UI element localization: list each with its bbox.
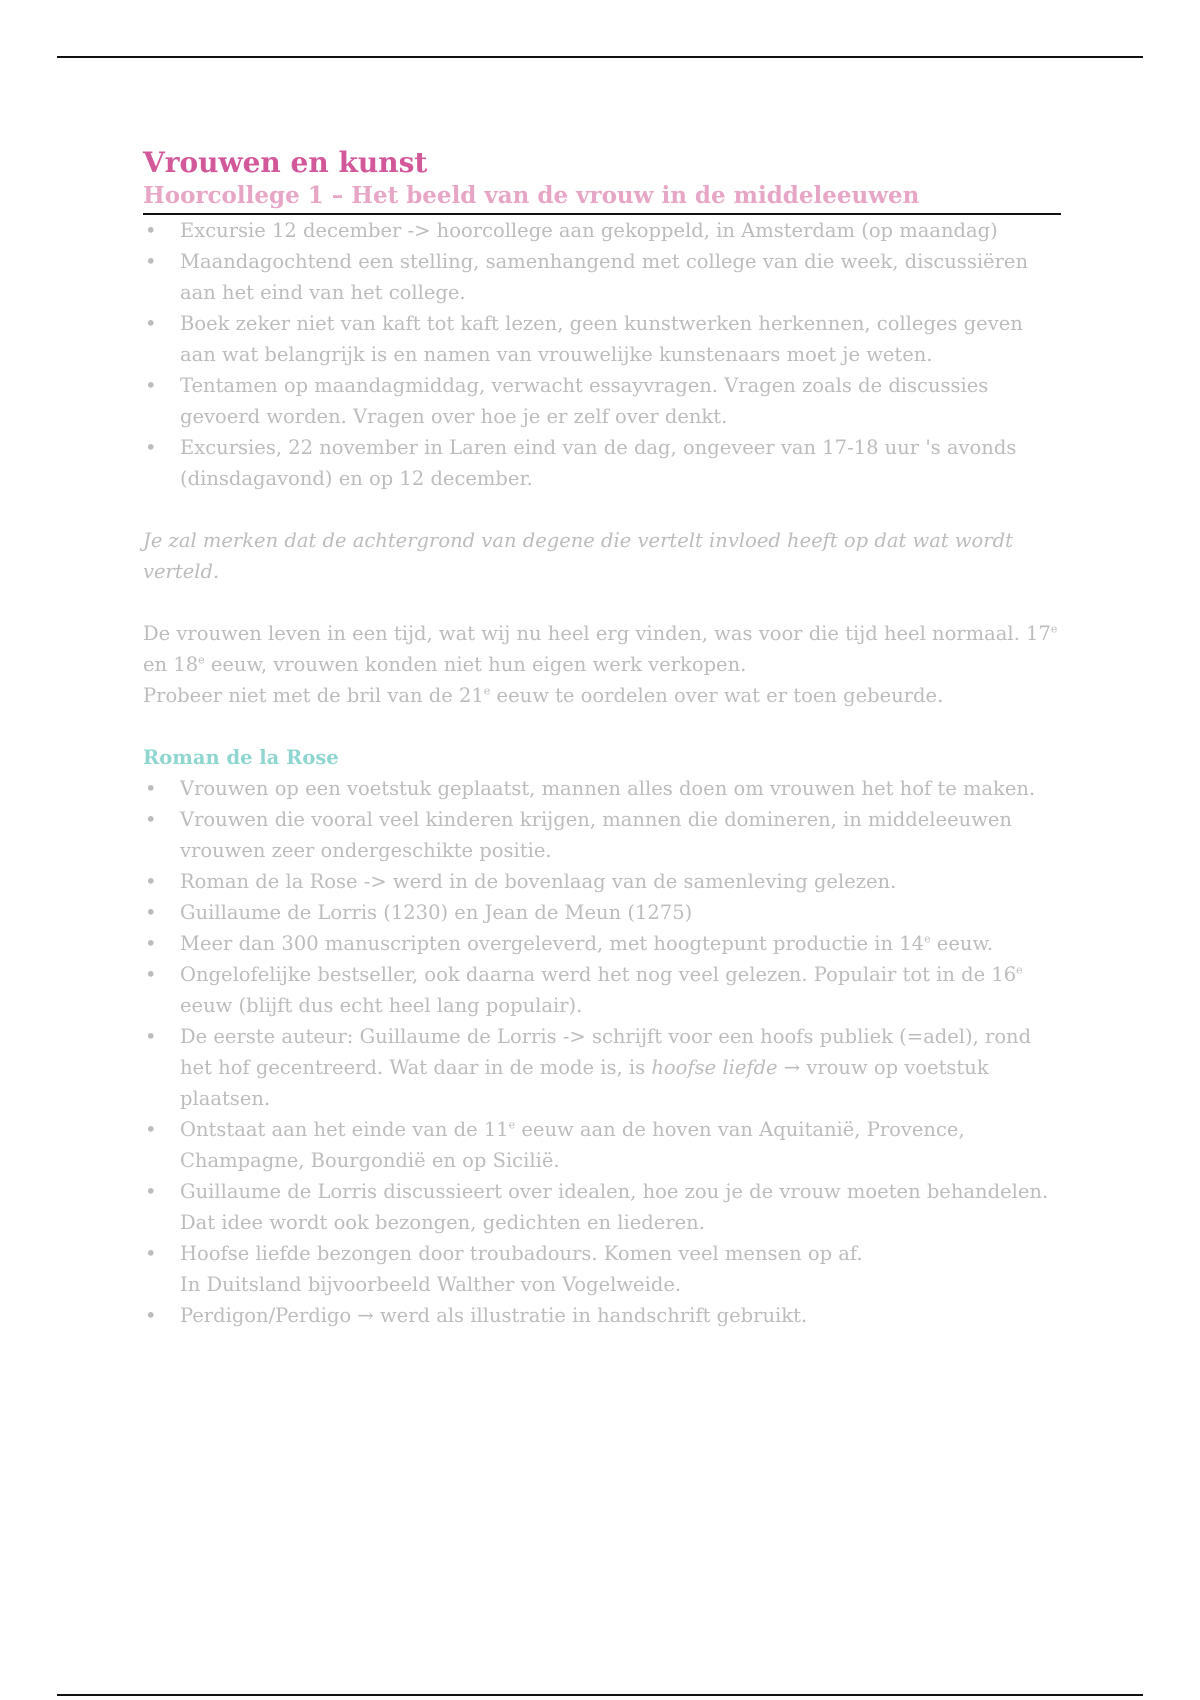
list-item: • Tentamen op maandagmiddag, verwacht essayvragen. Vragen zoals de discussies gevoerd worden. Vragen over hoe je er zelf over denkt. [143,370,1061,432]
list-item: • Boek zeker niet van kaft tot kaft lezen, geen kunstwerken herkennen, colleges geven aan wat belangrijk is en namen van vrouwelijke kunstenaars moet je weten. [143,308,1061,370]
context-paragraph [143,618,1061,711]
list-item: • Roman de la Rose -> werd in de bovenlaag van de samenleving gelezen. [143,866,1061,897]
paragraph-text: eeuw, vrouwen konden niet hun eigen werk verkopen. [204,653,747,676]
list-item: • Perdigon/Perdigo → werd als illustratie in handschrift gebruikt. [143,1300,1061,1331]
list-item-text: Ongelofelijke bestseller, ook daarna werd het nog veel gelezen. Populair tot in de 16 [180,963,1017,986]
paragraph-text: eeuw te oordelen over wat er toen gebeurde. [490,684,944,707]
list-item: • Excursie 12 december -> hoorcollege aan gekoppeld, in Amsterdam (op maandag) [143,215,1061,246]
superscript: e [1016,963,1023,977]
section-bullet-list [143,773,1061,1331]
list-item-text: eeuw aan de hoven van Aquitanië, Provence, Champagne, Bourgondië en op Sicilië. [180,1118,965,1172]
page-header-rule [57,56,1143,58]
list-item: • Maandagochtend een stelling, samenhangend met college van die week, discussiëren aan het eind van het college. [143,246,1061,308]
paragraph-text: De vrouwen leven in een tijd, wat wij nu heel erg vinden, was voor die tijd heel normaal. 17 [143,622,1051,645]
list-item [143,1238,1061,1300]
list-item: • Guillaume de Lorris (1230) en Jean de Meun (1275) [143,897,1061,928]
list-item-text: De eerste auteur: Guillaume de Lorris -> schrijft voor een hoofs publiek (=adel), rond het hof gecentreerd. Wat daar in de mode is, is [180,1025,1032,1079]
list-item-text: Ontstaat aan het einde van de 11 [180,1118,509,1141]
list-item [143,928,1061,959]
list-item: • Vrouwen op een voetstuk geplaatst, mannen alles doen om vrouwen het hof te maken. [143,773,1061,804]
list-item: • Guillaume de Lorris discussieert over idealen, hoe zou je de vrouw moeten behandelen. Dat idee wordt ook bezongen, gedichten en liederen. [143,1176,1061,1238]
paragraph-text: Probeer niet met de bril van de 21 [143,684,484,707]
superscript: e [1050,622,1058,636]
list-item: • Excursies, 22 november in Laren eind van de dag, ongeveer van 17-18 uur 's avonds (dinsdagavond) en op 12 december. [143,432,1061,494]
list-item-text: eeuw (blijft dus echt heel lang populair). [180,994,583,1017]
list-item-text: eeuw. [930,932,994,955]
list-item: • Vrouwen die vooral veel kinderen krijgen, mannen die domineren, in middeleeuwen vrouwen zeer ondergeschikte positie. [143,804,1061,866]
superscript: e [924,932,931,946]
list-item-text: In Duitsland bijvoorbeeld Walther von Vogelweide. [180,1273,682,1296]
intro-bullet-list [143,215,1061,494]
list-item-text: → vrouw op voetstuk plaatsen. [180,1056,989,1110]
spacer [143,711,1061,742]
emphasis-text: hoofse liefde [651,1056,778,1079]
spacer [143,494,1061,525]
page-footer-rule [57,1694,1143,1696]
list-item [143,1021,1061,1114]
list-item [143,1114,1061,1176]
superscript: e [483,684,491,698]
spacer [143,587,1061,618]
paragraph-text: en 18 [143,653,199,676]
document-body [143,146,1061,1331]
list-item-text: Hoofse liefde bezongen door troubadours. Komen veel mensen op af. [180,1242,863,1265]
superscript: e [198,653,205,667]
italic-quote: Je zal merken dat de achtergrond van degene die vertelt invloed heeft op dat wat wordt verteld. [143,529,1013,583]
list-item [143,959,1061,1021]
superscript: e [508,1118,516,1132]
document-title: Vrouwen en kunst [143,146,428,179]
list-item-text: Meer dan 300 manuscripten overgeleverd, met hoogtepunt productie in 14 [180,932,925,955]
section-heading: Roman de la Rose [143,746,339,769]
document-subtitle: Hoorcollege 1 – Het beeld van de vrouw in de middeleeuwen [143,180,1061,215]
